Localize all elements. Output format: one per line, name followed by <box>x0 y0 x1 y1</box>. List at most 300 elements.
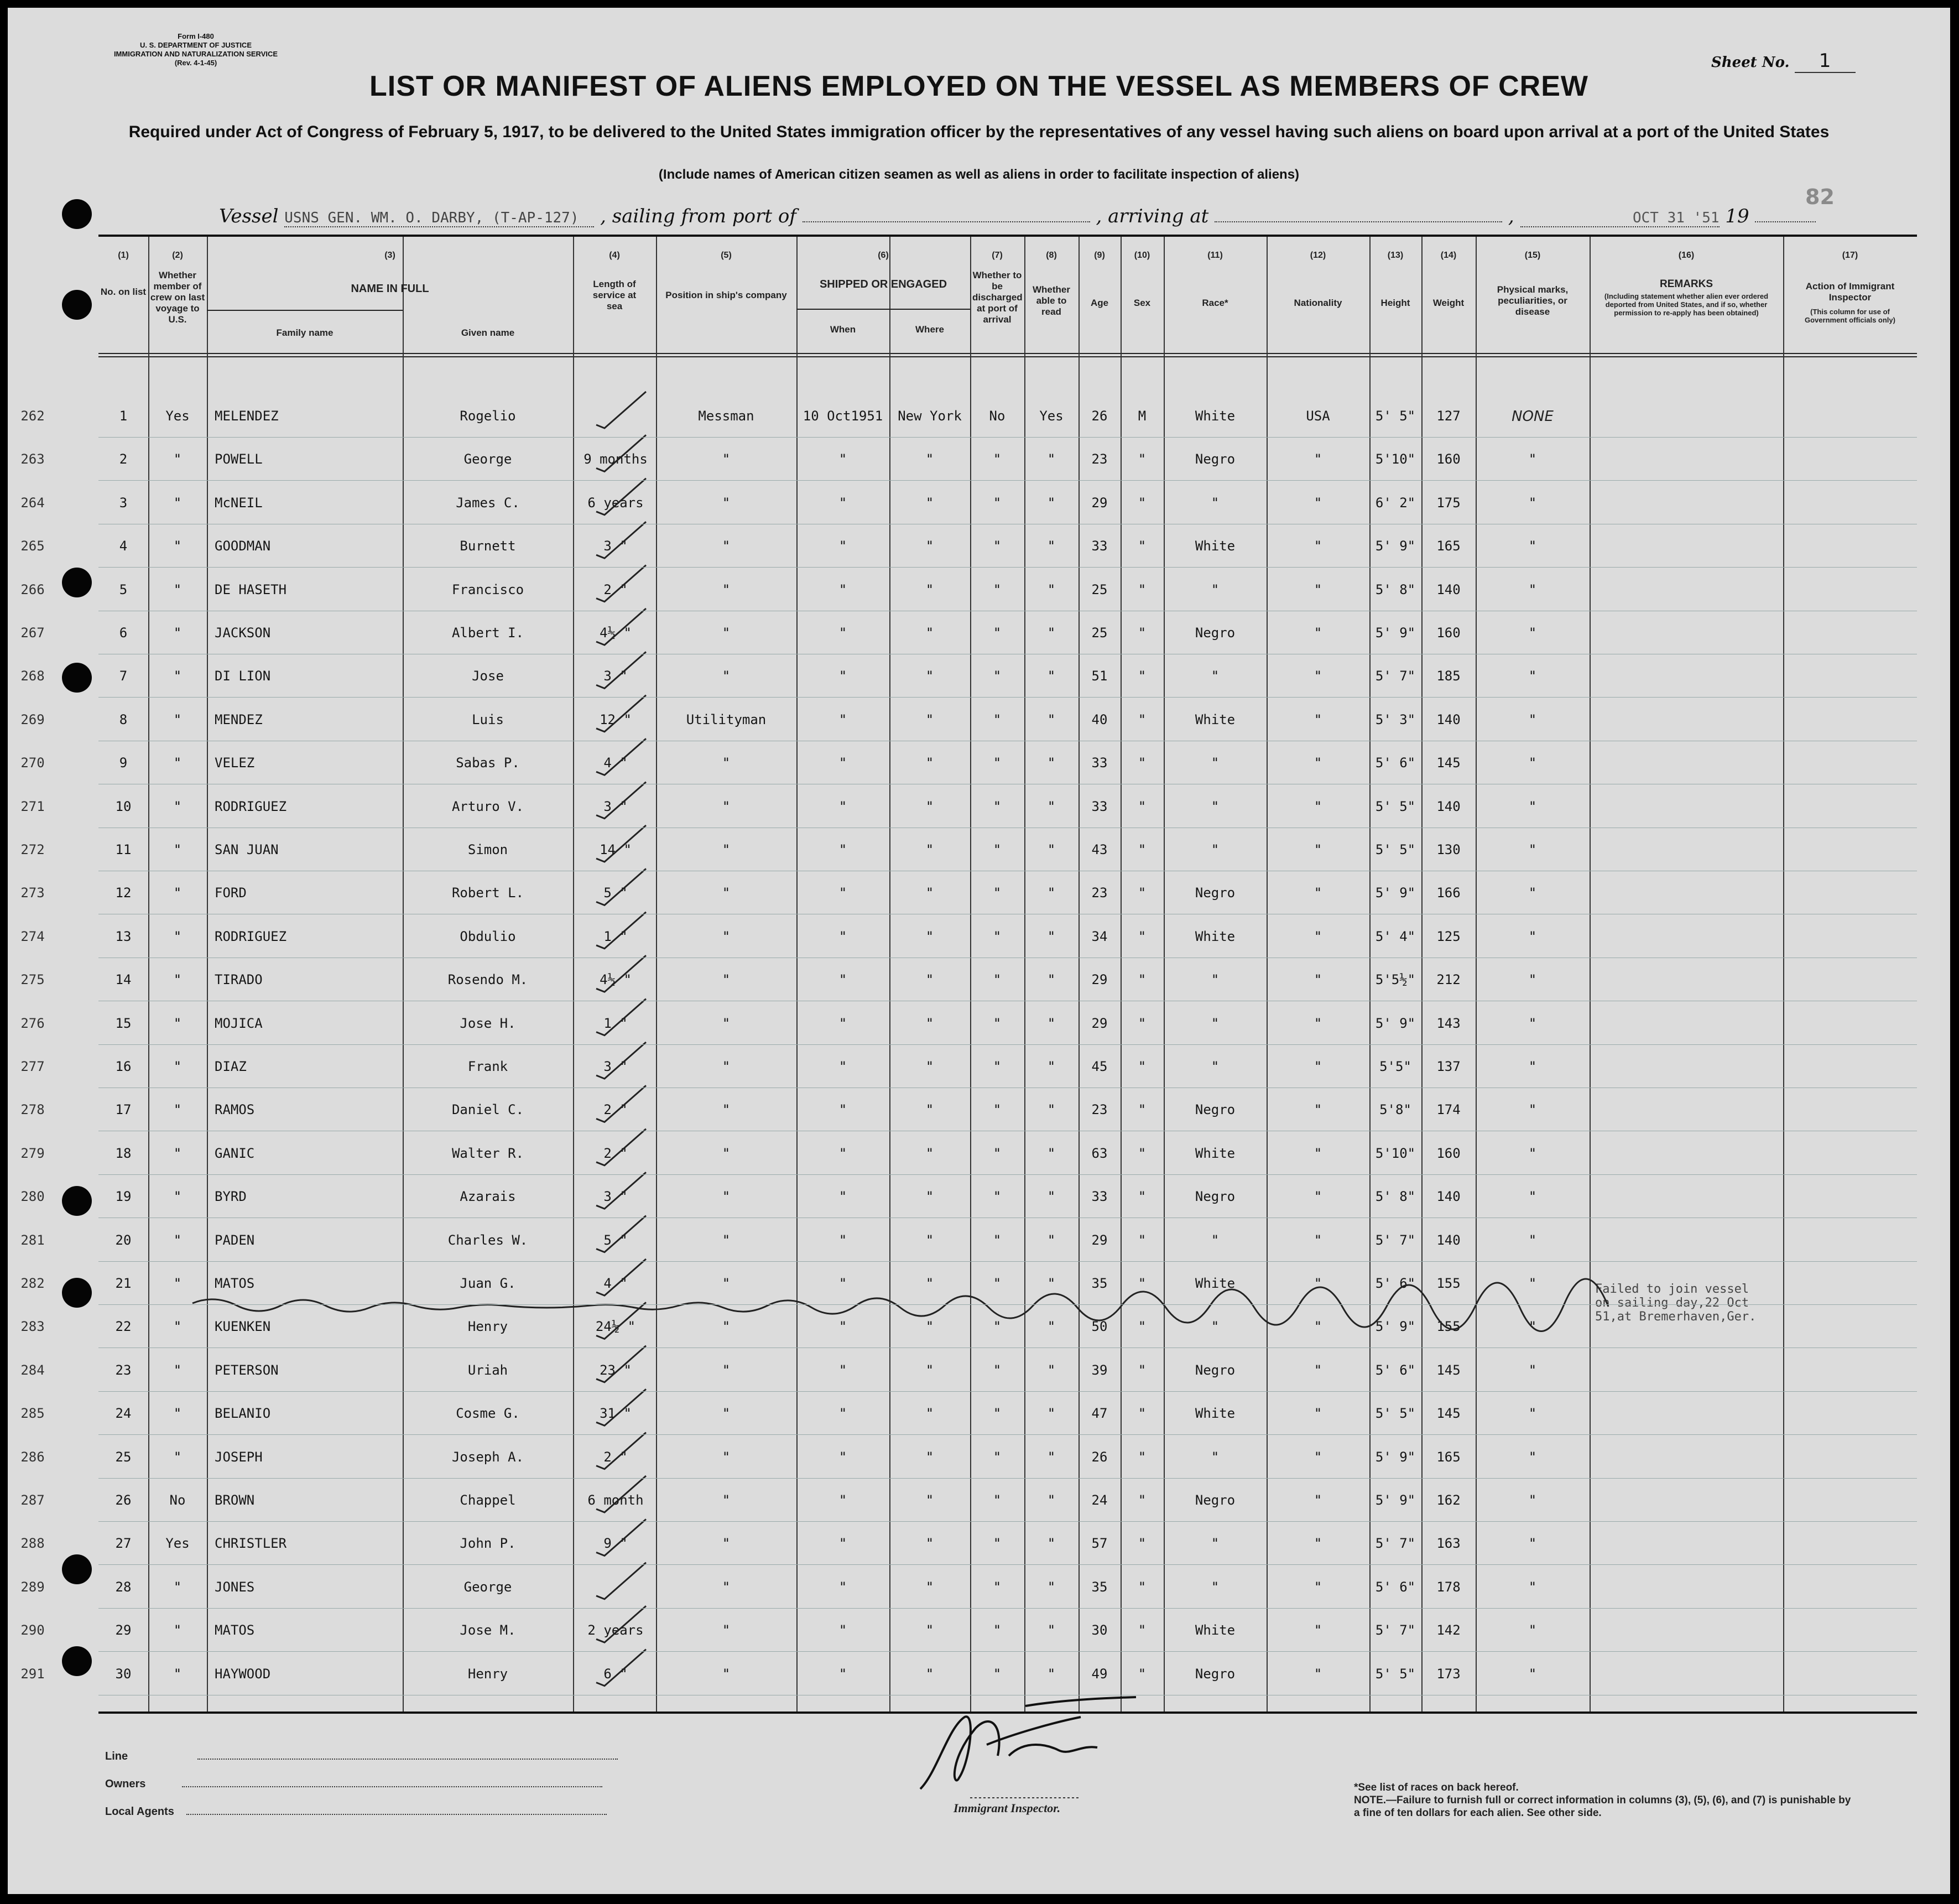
weight-cell: 145 <box>1436 1362 1461 1378</box>
able-to-read-cell: Yes <box>1039 408 1064 424</box>
nationality-cell: " <box>1314 755 1322 771</box>
line-number: 278 <box>20 1102 45 1118</box>
row-number-cell: 23 <box>115 1362 132 1378</box>
height-cell: 5' 5" <box>1375 842 1416 857</box>
check-mark <box>596 1389 646 1426</box>
header-when: When <box>830 324 856 335</box>
shipped-when-cell: " <box>838 1406 847 1422</box>
sex-cell: " <box>1138 495 1147 511</box>
age-cell: 47 <box>1091 1406 1108 1422</box>
height-cell: 5'5" <box>1379 1059 1411 1074</box>
race-cell: " <box>1211 1059 1220 1074</box>
age-cell: 35 <box>1091 1276 1108 1291</box>
row-rule <box>98 1608 1917 1609</box>
discharged-cell: " <box>993 1406 1002 1422</box>
nationality-cell: " <box>1314 1276 1322 1291</box>
physical-marks-cell: " <box>1528 1406 1537 1422</box>
nationality-cell: " <box>1314 1232 1322 1248</box>
date-stamp: OCT 31 '51 <box>1520 210 1720 227</box>
family-name-cell: CHRISTLER <box>215 1536 287 1552</box>
position-cell: " <box>722 885 731 901</box>
service-length-cell: 9 " <box>603 1536 628 1552</box>
physical-marks-cell: NONE <box>1512 408 1554 425</box>
discharged-cell: " <box>993 1189 1002 1205</box>
able-to-read-cell: " <box>1047 495 1056 511</box>
family-name-cell: JACKSON <box>215 625 271 641</box>
service-length-cell: 3 " <box>603 1189 628 1205</box>
remark-line: on sailing day,22 Oct <box>1595 1296 1749 1310</box>
check-mark <box>596 522 646 558</box>
shipped-when-cell: " <box>838 1059 847 1074</box>
position-cell: " <box>722 1622 731 1638</box>
header-height: Height <box>1380 298 1410 308</box>
line-number: 287 <box>20 1492 45 1508</box>
race-cell: White <box>1195 408 1236 424</box>
prev-voyage-cell: " <box>173 1622 182 1638</box>
row-number-cell: 5 <box>119 581 128 597</box>
weight-cell: 163 <box>1436 1536 1461 1552</box>
discharged-cell: " <box>993 1015 1002 1031</box>
weight-cell: 140 <box>1436 1232 1461 1248</box>
shipped-where-cell: " <box>925 1015 934 1031</box>
punch-hole <box>62 1186 92 1216</box>
family-name-cell: RODRIGUEZ <box>215 928 287 944</box>
prev-voyage-cell: " <box>173 1059 182 1074</box>
weight-cell: 140 <box>1436 1189 1461 1205</box>
shipped-when-cell: " <box>838 1319 847 1335</box>
family-name-cell: FORD <box>215 885 247 901</box>
col-number: (8) <box>1046 251 1057 260</box>
family-name-cell: HAYWOOD <box>215 1666 271 1682</box>
shipped-where-cell: " <box>925 495 934 511</box>
age-cell: 29 <box>1091 495 1108 511</box>
able-to-read-cell: " <box>1047 885 1056 901</box>
nationality-cell: " <box>1314 538 1322 554</box>
header-age: Age <box>1090 298 1109 308</box>
row-number-cell: 12 <box>115 885 132 901</box>
weight-cell: 125 <box>1436 928 1461 944</box>
shipped-when-cell: " <box>838 972 847 988</box>
prev-voyage-cell: " <box>173 1362 182 1378</box>
prev-voyage-cell: " <box>173 755 182 771</box>
discharged-cell: " <box>993 538 1002 554</box>
check-mark <box>596 825 646 862</box>
service-length-cell: 5 " <box>603 885 628 901</box>
shipped-when-cell: " <box>838 1276 847 1291</box>
sex-cell: " <box>1138 755 1147 771</box>
discharged-cell: " <box>993 1232 1002 1248</box>
prev-voyage-cell: " <box>173 842 182 857</box>
line-number: 282 <box>20 1276 45 1291</box>
discharged-cell: " <box>993 495 1002 511</box>
row-number-cell: 18 <box>115 1145 132 1161</box>
age-cell: 43 <box>1091 842 1108 857</box>
position-cell: Utilityman <box>686 711 767 727</box>
age-cell: 57 <box>1091 1536 1108 1552</box>
age-cell: 45 <box>1091 1059 1108 1074</box>
owners-label: Owners <box>105 1778 146 1790</box>
position-cell: " <box>722 1406 731 1422</box>
header-inspector-action: Action of Immigrant Inspector <box>1805 281 1895 303</box>
given-name-cell: Robert L. <box>451 885 524 901</box>
row-number-cell: 3 <box>119 495 128 511</box>
height-cell: 5' 9" <box>1375 625 1416 641</box>
prev-voyage-cell: " <box>173 538 182 554</box>
line-number: 264 <box>20 495 45 511</box>
position-cell: " <box>722 581 731 597</box>
penalty-note: NOTE.—Failure to furnish full or correct information in columns (3), (5), (6), and (7) is punishable by a fine of ten dollars for each alien. See other side. <box>1354 1794 1851 1819</box>
given-name-cell: Rosendo M. <box>447 972 528 988</box>
nationality-cell: " <box>1314 711 1322 727</box>
race-cell: White <box>1195 1622 1236 1638</box>
shipped-where-cell: " <box>925 581 934 597</box>
able-to-read-cell: " <box>1047 581 1056 597</box>
nationality-cell: " <box>1314 1059 1322 1074</box>
family-name-cell: SAN JUAN <box>215 842 279 857</box>
nationality-cell: " <box>1314 798 1322 814</box>
sheet-value: 1 <box>1795 50 1856 73</box>
nationality-cell: " <box>1314 1666 1322 1682</box>
height-cell: 5' 9" <box>1375 1492 1416 1508</box>
able-to-read-cell: " <box>1047 1449 1056 1465</box>
inspector-label: Immigrant Inspector. <box>954 1801 1061 1815</box>
check-mark <box>596 1563 646 1599</box>
position-cell: " <box>722 625 731 641</box>
position-cell: " <box>722 1666 731 1682</box>
shipped-where-cell: " <box>925 798 934 814</box>
check-mark <box>596 1302 646 1339</box>
prev-voyage-cell: " <box>173 1319 182 1335</box>
header-inspector-note: (This column for use of Government officials only) <box>1805 308 1895 324</box>
age-cell: 26 <box>1091 1449 1108 1465</box>
height-cell: 5' 3" <box>1375 711 1416 727</box>
race-cell: " <box>1211 842 1220 857</box>
shipped-when-cell: " <box>838 1102 847 1118</box>
shipped-where-cell: " <box>925 1536 934 1552</box>
shipped-where-cell: " <box>925 928 934 944</box>
prev-voyage-cell: " <box>173 1189 182 1205</box>
col-number: (6) <box>878 251 889 260</box>
sex-cell: " <box>1138 1102 1147 1118</box>
shipped-when-cell: " <box>838 538 847 554</box>
able-to-read-cell: " <box>1047 1579 1056 1595</box>
col-number: (14) <box>1440 251 1457 260</box>
weight-cell: 160 <box>1436 1145 1461 1161</box>
row-number-cell: 14 <box>115 972 132 988</box>
vessel-line: Vessel USNS GEN. WM. O. DARBY, (T-AP-127) , sailing from port of , arriving at , OCT 31 '51 19 <box>219 205 1816 227</box>
check-mark <box>596 738 646 775</box>
able-to-read-cell: " <box>1047 1232 1056 1248</box>
prev-voyage-cell: " <box>173 1145 182 1161</box>
department: U. S. DEPARTMENT OF JUSTICE <box>140 41 252 49</box>
position-cell: " <box>722 1536 731 1552</box>
able-to-read-cell: " <box>1047 1145 1056 1161</box>
sailing-label: , sailing from port of <box>600 205 796 227</box>
shipped-when-cell: " <box>838 625 847 641</box>
able-to-read-cell: " <box>1047 538 1056 554</box>
race-cell: White <box>1195 538 1236 554</box>
shipped-when-cell: " <box>838 1189 847 1205</box>
service-length-cell: 5 " <box>603 1232 628 1248</box>
weight-cell: 165 <box>1436 538 1461 554</box>
nationality-cell: " <box>1314 1362 1322 1378</box>
race-cell: " <box>1211 1579 1220 1595</box>
family-name-cell: JONES <box>215 1579 255 1595</box>
height-cell: 5' 5" <box>1375 1406 1416 1422</box>
position-cell: " <box>722 1145 731 1161</box>
shipped-where-cell: " <box>925 885 934 901</box>
row-number-cell: 27 <box>115 1536 132 1552</box>
prev-voyage-cell: " <box>173 451 182 467</box>
race-cell: " <box>1211 495 1220 511</box>
physical-marks-cell: " <box>1528 625 1537 641</box>
shipped-where-cell: " <box>925 538 934 554</box>
shipped-when-cell: " <box>838 1362 847 1378</box>
age-cell: 29 <box>1091 1232 1108 1248</box>
race-cell: Negro <box>1195 1189 1236 1205</box>
weight-cell: 140 <box>1436 798 1461 814</box>
height-cell: 5' 9" <box>1375 1449 1416 1465</box>
row-rule <box>98 437 1917 438</box>
row-number-cell: 24 <box>115 1406 132 1422</box>
discharged-cell: " <box>993 451 1002 467</box>
physical-marks-cell: " <box>1528 1232 1537 1248</box>
discharged-cell: " <box>993 928 1002 944</box>
prev-voyage-cell: " <box>173 711 182 727</box>
height-cell: 5'10" <box>1375 451 1416 467</box>
physical-marks-cell: " <box>1528 1536 1537 1552</box>
service-length-cell: 3 " <box>603 1059 628 1074</box>
weight-cell: 130 <box>1436 842 1461 857</box>
family-name-cell: TIRADO <box>215 972 263 988</box>
service: IMMIGRATION AND NATURALIZATION SERVICE <box>113 50 278 58</box>
check-mark <box>596 1606 646 1642</box>
weight-cell: 142 <box>1436 1622 1461 1638</box>
age-cell: 34 <box>1091 928 1108 944</box>
service-length-cell: 3 " <box>603 798 628 814</box>
weight-cell: 185 <box>1436 668 1461 684</box>
line-number: 267 <box>20 625 45 641</box>
sex-cell: " <box>1138 1666 1147 1682</box>
row-rule <box>98 697 1917 698</box>
shipped-when-cell: " <box>838 1536 847 1552</box>
discharged-cell: " <box>993 972 1002 988</box>
discharged-cell: " <box>993 885 1002 901</box>
height-cell: 5'5½" <box>1375 972 1416 988</box>
nationality-cell: " <box>1314 1536 1322 1552</box>
given-name-cell: Obdulio <box>460 928 516 944</box>
given-name-cell: Rogelio <box>460 408 516 424</box>
service-length-cell: 2 " <box>603 581 628 597</box>
prev-voyage-cell: Yes <box>165 1536 190 1552</box>
row-rule <box>98 480 1917 481</box>
given-name-cell: Uriah <box>467 1362 508 1378</box>
race-cell: " <box>1211 1232 1220 1248</box>
age-cell: 29 <box>1091 972 1108 988</box>
row-rule <box>98 1434 1917 1435</box>
age-cell: 49 <box>1091 1666 1108 1682</box>
height-cell: 5' 6" <box>1375 1276 1416 1291</box>
position-cell: " <box>722 1492 731 1508</box>
height-cell: 5' 5" <box>1375 798 1416 814</box>
able-to-read-cell: " <box>1047 625 1056 641</box>
prev-voyage-cell: " <box>173 1015 182 1031</box>
line-number: 273 <box>20 885 45 901</box>
line-number: 268 <box>20 668 45 684</box>
race-cell: " <box>1211 972 1220 988</box>
nationality-cell: " <box>1314 1406 1322 1422</box>
check-mark <box>596 435 646 471</box>
shipped-when-cell: " <box>838 1622 847 1638</box>
nationality-cell: USA <box>1306 408 1330 424</box>
family-name-cell: VELEZ <box>215 755 255 771</box>
race-cell: " <box>1211 1319 1220 1335</box>
prev-voyage-cell: " <box>173 1579 182 1595</box>
able-to-read-cell: " <box>1047 1406 1056 1422</box>
race-cell: White <box>1195 1406 1236 1422</box>
position-cell: " <box>722 538 731 554</box>
nationality-cell: " <box>1314 625 1322 641</box>
physical-marks-cell: " <box>1528 581 1537 597</box>
sex-cell: " <box>1138 1536 1147 1552</box>
given-name-cell: Jose M. <box>460 1622 516 1638</box>
vessel-label: Vessel <box>219 205 279 227</box>
service-length-cell: 12 " <box>600 711 632 727</box>
discharged-cell: " <box>993 1059 1002 1074</box>
family-name-cell: DE HASETH <box>215 581 287 597</box>
check-mark <box>596 868 646 905</box>
race-cell: Negro <box>1195 1666 1236 1682</box>
manifest-sheet <box>8 8 1950 1894</box>
nationality-cell: " <box>1314 1102 1322 1118</box>
service-length-cell: 4½ " <box>600 972 632 988</box>
line-number: 280 <box>20 1189 45 1205</box>
footer-owners <box>105 1778 602 1791</box>
race-cell: " <box>1211 798 1220 814</box>
given-name-cell: Sabas P. <box>456 755 520 771</box>
age-cell: 33 <box>1091 538 1108 554</box>
check-mark <box>596 608 646 645</box>
race-cell: " <box>1211 1536 1220 1552</box>
sex-cell: " <box>1138 1406 1147 1422</box>
nationality-cell: " <box>1314 1015 1322 1031</box>
shipped-where-cell: " <box>925 1145 934 1161</box>
shipped-where-cell: " <box>925 668 934 684</box>
weight-cell: 127 <box>1436 408 1461 424</box>
physical-marks-cell: " <box>1528 1362 1537 1378</box>
line-number: 269 <box>20 711 45 727</box>
weight-cell: 175 <box>1436 495 1461 511</box>
shipped-where-cell: " <box>925 1666 934 1682</box>
service-length-cell: 3 " <box>603 668 628 684</box>
age-cell: 25 <box>1091 625 1108 641</box>
check-mark <box>596 478 646 515</box>
check-mark <box>596 1172 646 1209</box>
header-shipped-engaged: SHIPPED OR ENGAGED <box>819 278 947 290</box>
given-name-cell: John P. <box>460 1536 516 1552</box>
height-cell: 5' 9" <box>1375 1319 1416 1335</box>
discharged-cell: " <box>993 1362 1002 1378</box>
line-number: 286 <box>20 1449 45 1465</box>
row-number-cell: 9 <box>119 755 128 771</box>
shipped-when-cell: " <box>838 1666 847 1682</box>
family-name-cell: RAMOS <box>215 1102 255 1118</box>
age-cell: 30 <box>1091 1622 1108 1638</box>
service-length-cell: 23 " <box>600 1362 632 1378</box>
age-cell: 23 <box>1091 1102 1108 1118</box>
race-cell: Negro <box>1195 625 1236 641</box>
height-cell: 5' 7" <box>1375 668 1416 684</box>
service-length-cell: 3 " <box>603 538 628 554</box>
page-stamp-number: 82 <box>1805 185 1835 209</box>
position-cell: " <box>722 1276 731 1291</box>
able-to-read-cell: " <box>1047 842 1056 857</box>
nationality-cell: " <box>1314 972 1322 988</box>
line-number: 263 <box>20 451 45 467</box>
remark-line: 51,at Bremerhaven,Ger. <box>1595 1310 1757 1324</box>
race-cell: " <box>1211 581 1220 597</box>
check-mark <box>596 955 646 992</box>
prev-voyage-cell: " <box>173 1276 182 1291</box>
service-length-cell: 4 " <box>603 1276 628 1291</box>
row-number-cell: 6 <box>119 625 128 641</box>
sex-cell: " <box>1138 625 1147 641</box>
age-cell: 35 <box>1091 1579 1108 1595</box>
family-name-cell: DI LION <box>215 668 271 684</box>
sheet-label: Sheet No. <box>1711 54 1790 71</box>
row-number-cell: 30 <box>115 1666 132 1682</box>
race-cell: Negro <box>1195 1492 1236 1508</box>
weight-cell: 140 <box>1436 581 1461 597</box>
shipped-where-cell: " <box>925 842 934 857</box>
sex-cell: " <box>1138 538 1147 554</box>
prev-voyage-cell: " <box>173 972 182 988</box>
shipped-where-cell: New York <box>898 408 962 424</box>
age-cell: 63 <box>1091 1145 1108 1161</box>
row-number-cell: 13 <box>115 928 132 944</box>
given-name-cell: Jose H. <box>460 1015 516 1031</box>
physical-marks-cell: " <box>1528 1449 1537 1465</box>
nationality-cell: " <box>1314 885 1322 901</box>
given-name-cell: James C. <box>456 495 520 511</box>
physical-marks-cell: " <box>1528 842 1537 857</box>
shipped-where-cell: " <box>925 1102 934 1118</box>
header-no-on-list: No. on list <box>100 287 147 297</box>
service-length-cell: 6 month <box>587 1492 644 1508</box>
nationality-cell: " <box>1314 1319 1322 1335</box>
col-number: (11) <box>1207 251 1223 260</box>
given-name-cell: Charles W. <box>447 1232 528 1248</box>
row-number-cell: 26 <box>115 1492 132 1508</box>
able-to-read-cell: " <box>1047 1536 1056 1552</box>
able-to-read-cell: " <box>1047 1492 1056 1508</box>
given-name-cell: Henry <box>467 1666 508 1682</box>
family-name-cell: PETERSON <box>215 1362 279 1378</box>
row-number-cell: 17 <box>115 1102 132 1118</box>
age-cell: 40 <box>1091 711 1108 727</box>
agents-label: Local Agents <box>105 1806 174 1818</box>
able-to-read-cell: " <box>1047 972 1056 988</box>
discharged-cell: " <box>993 1145 1002 1161</box>
row-number-cell: 28 <box>115 1579 132 1595</box>
weight-cell: 174 <box>1436 1102 1461 1118</box>
row-rule <box>98 1304 1917 1305</box>
physical-marks-cell: " <box>1528 1059 1537 1074</box>
row-number-cell: 2 <box>119 451 128 467</box>
line-number: 291 <box>20 1666 45 1682</box>
given-name-cell: Simon <box>467 842 508 857</box>
given-name-cell: Walter R. <box>451 1145 524 1161</box>
